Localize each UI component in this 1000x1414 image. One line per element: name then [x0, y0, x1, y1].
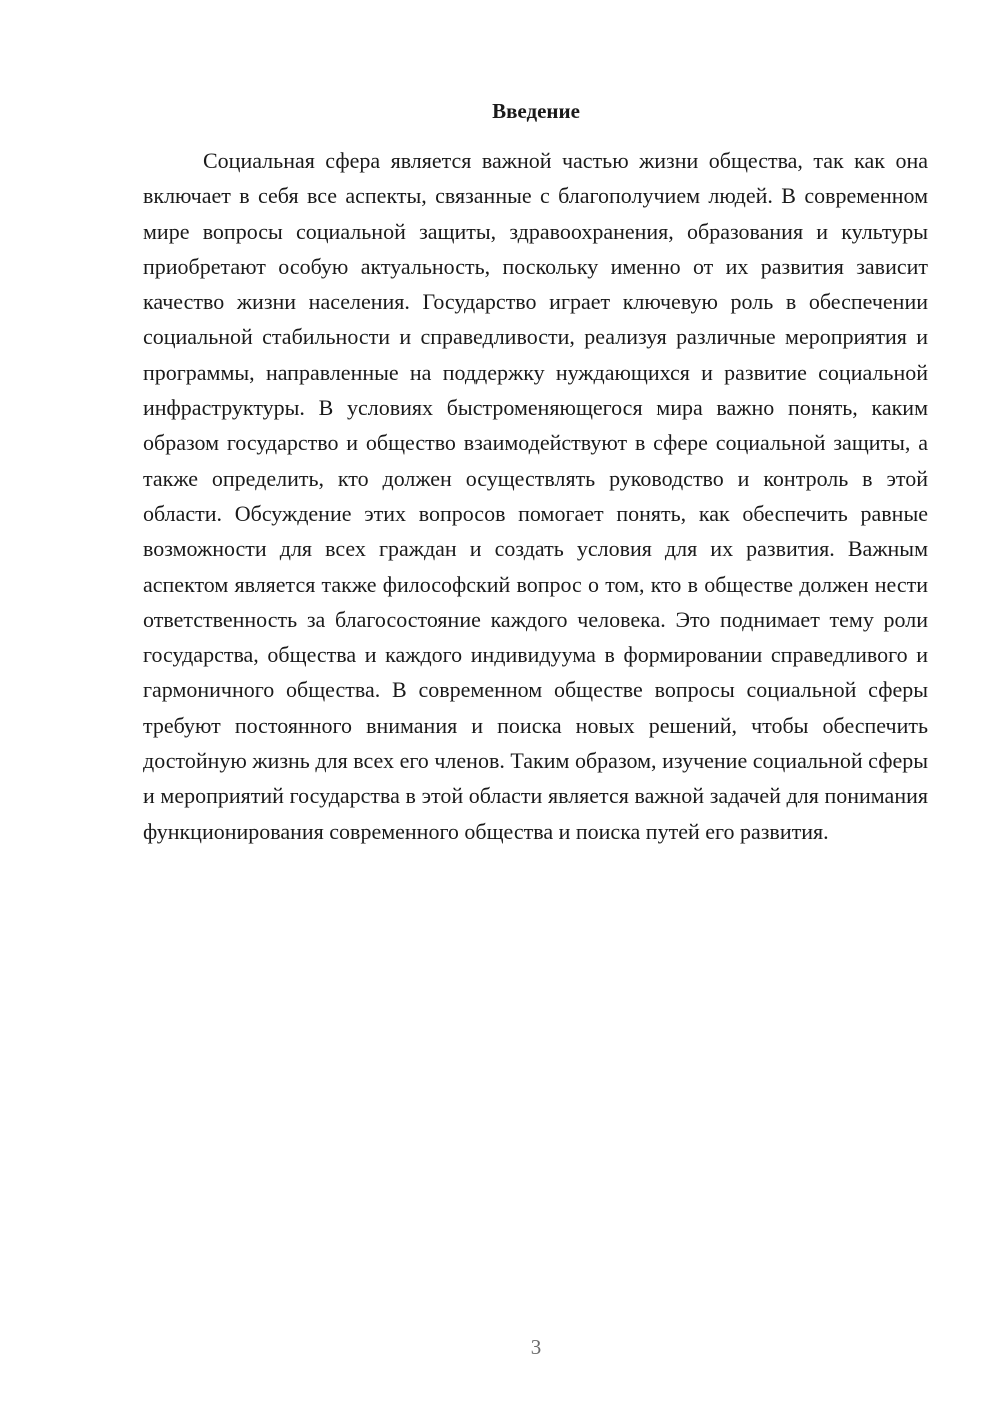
introduction-paragraph: Социальная сфера является важной частью жизни общества, так как она включает в себя все аспекты, связанные с благополучием людей. В современном мире вопросы социальной защиты, здравоохранения, образования и культуры приобретают особую актуальность, поскольку именно от их развития зависит качество жизни населения. Государство играет ключевую роль в обеспечении социальной стабильности и справедливости, реализуя различные мероприятия и программы, направленные на поддержку нуждающихся и развитие социальной инфраструктуры. В условиях быстроменяющегося мира важно понять, каким образом государство и общество взаимодействуют в сфере социальной защиты, а также определить, кто должен осуществлять руководство и контроль в этой области. Обсуждение этих вопросов помогает понять, как обеспечить равные возможности для всех граждан и создать условия для их развития. Важным аспектом является также философский вопрос о том, кто в обществе должен нести ответственность за благосостояние каждого человека. Это поднимает тему роли государства, общества и каждого индивидуума в формировании справедливого и гармоничного общества. В современном обществе вопросы социальной сферы требуют постоянного внимания и поиска новых решений, чтобы обеспечить достойную жизнь для всех его членов. Таким образом, изучение социальной сферы и мероприятий государства в этой области является важной задачей для понимания функционирования современного общества и поиска путей его развития.	[143, 148, 928, 844]
section-heading: Введение	[492, 99, 580, 123]
page-number: 3	[530, 1335, 542, 1359]
